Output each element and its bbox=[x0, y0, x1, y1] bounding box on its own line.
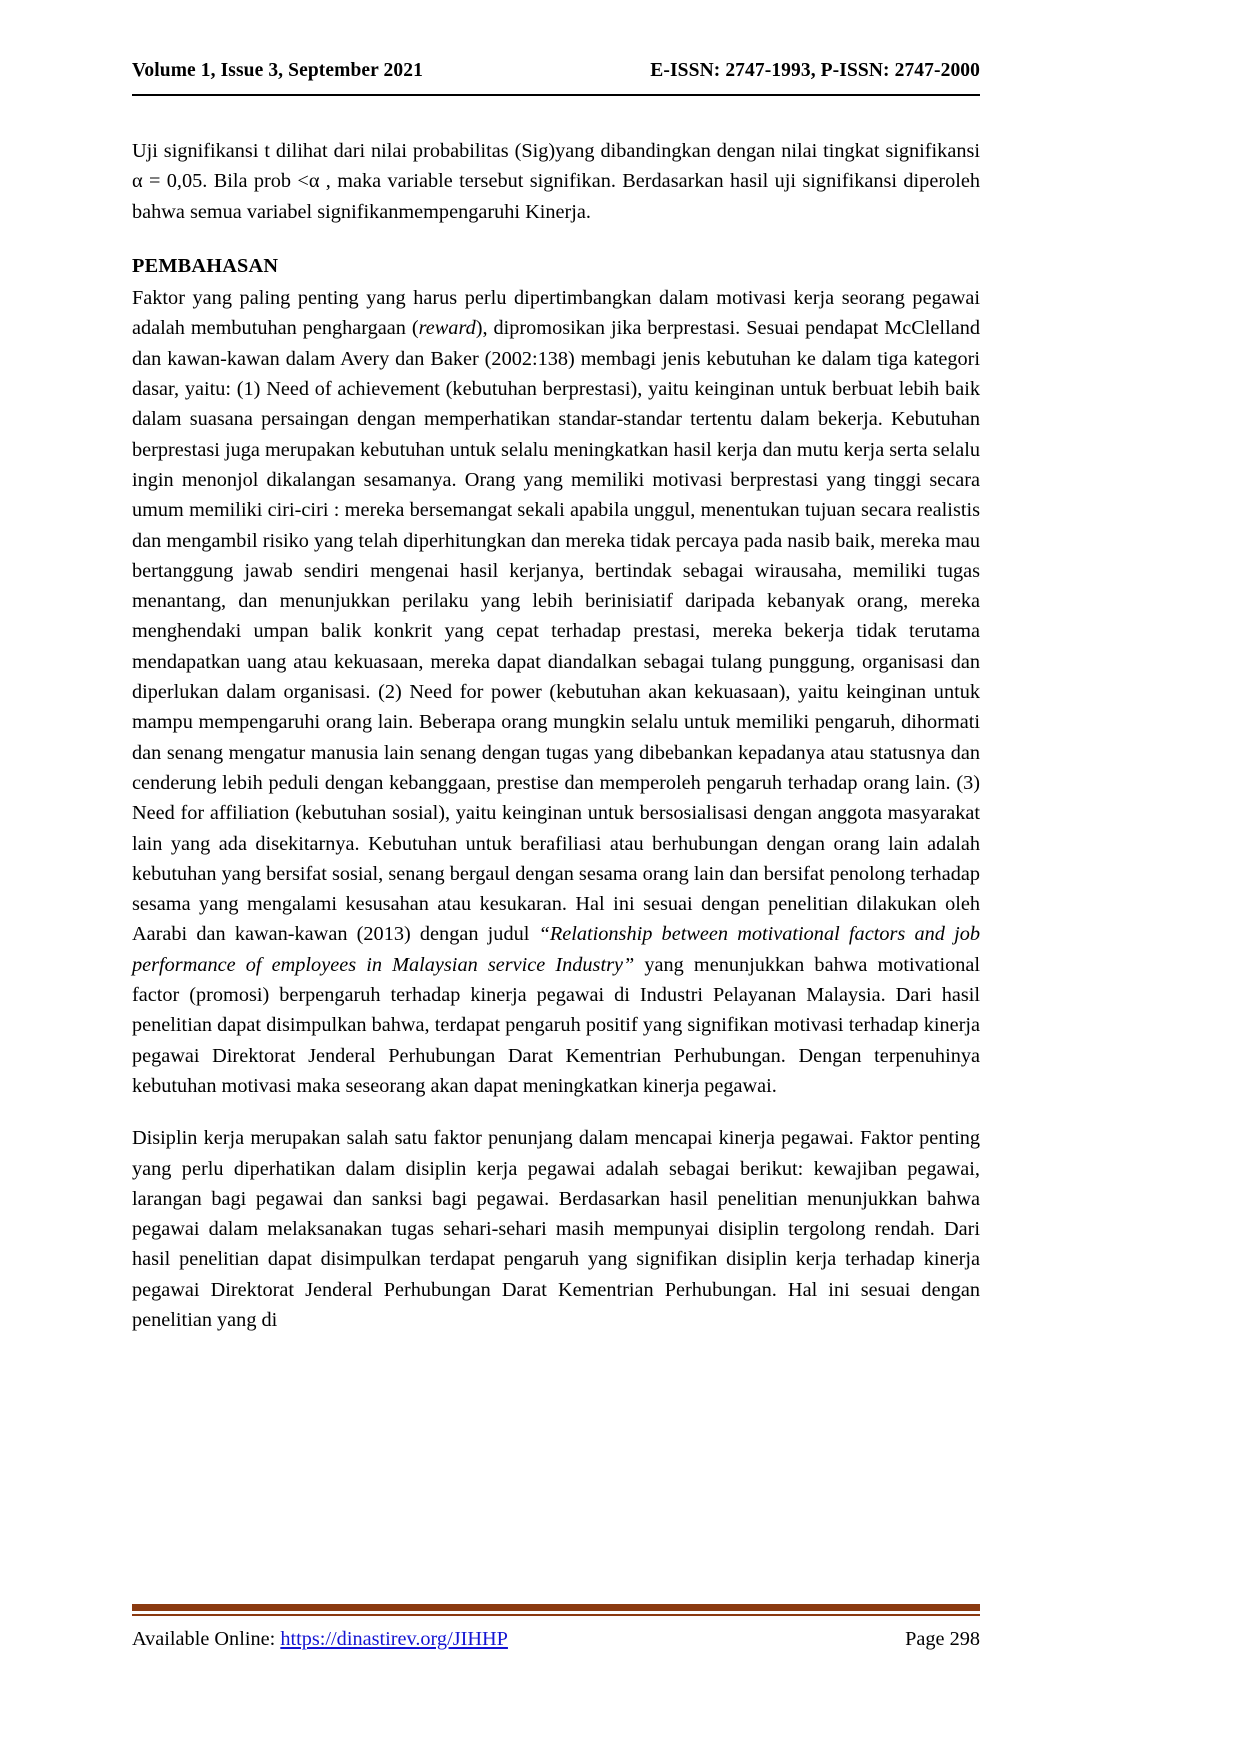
running-head-volume-issue: Volume 1, Issue 3, September 2021 bbox=[132, 60, 423, 81]
footer-available-label: Available Online: bbox=[132, 1628, 276, 1650]
footer-rule-thick bbox=[132, 1604, 980, 1611]
running-head-issn: E-ISSN: 2747-1993, P-ISSN: 2747-2000 bbox=[650, 60, 980, 81]
footer-rule-thin bbox=[132, 1614, 980, 1616]
discussion-italic-article-title: “Relationship between motivational factors and job performance of employees in Malaysian service Industry” bbox=[132, 923, 980, 976]
discussion-text-part-2: ), dipromosikan jika berprestasi. Sesuai pendapat McClelland dan kawan-kawan dalam Avery dan Baker (2002:138) membagi jenis kebutuhan ke dalam tiga kategori dasar, yaitu: (1) Need of achievement (kebutuhan berprestasi), yaitu keinginan untuk berbuat lebih baik dalam suasana persaingan dengan memperhatikan standar-standar tertentu dalam bekerja. Kebutuhan berprestasi juga merupakan kebutuhan untuk selalu meningkatkan hasil kerja dan mutu kerja serta selalu ingin menonjol dikalangan sesamanya. Orang yang memiliki motivasi berprestasi yang tinggi secara umum memiliki ciri-ciri : mereka bersemangat sekali apabila unggul, menentukan tujuan secara realistis dan mengambil risiko yang telah diperhitungkan dan mereka tidak percaya pada nasib baik, mereka mau bertanggung jawab sendiri mengenai hasil kerjanya, bertindak sebagai wirausaha, memiliki tugas menantang, dan menunjukkan perilaku yang lebih berinisiatif daripada kebanyak orang, mereka menghendaki umpan balik konkrit yang cepat terhadap prestasi, mereka bekerja tidak terutama mendapatkan uang atau kekuasaan, mereka dapat diandalkan sebagai tulang punggung, organisasi dan diperlukan dalam organisasi. (2) Need for power (kebutuhan akan kekuasaan), yaitu keinginan untuk mampu mempengaruhi orang lain. Beberapa orang mungkin selalu untuk memiliki pengaruh, dihormati dan senang mengatur manusia lain senang dengan tugas yang dibebankan kepadanya atau statusnya dan cenderung lebih peduli dengan kebanggaan, prestise dan memperoleh pengaruh terhadap orang lain. (3) Need for affiliation (kebutuhan sosial), yaitu keinginan untuk bersosialisasi dengan anggota masyarakat lain yang ada disekitarnya. Kebutuhan untuk berafiliasi atau berhubungan dengan orang lain adalah kebutuhan yang bersifat sosial, senang bergaul dengan sesama orang lain dan bersifat penolong terhadap sesama yang mengalami kesusahan atau kesukaran. Hal ini sesuai dengan penelitian dilakukan oleh Aarabi dan kawan-kawan (2013) dengan judul bbox=[132, 317, 980, 946]
footer-journal-link[interactable]: https://dinastirev.org/JIHHP bbox=[280, 1628, 508, 1650]
running-head bbox=[132, 60, 980, 82]
discussion-text-part-1: Faktor yang paling penting yang harus perlu dipertimbangkan dalam motivasi kerja seorang pegawai adalah membutuhan penghargaan ( bbox=[132, 287, 980, 340]
footer-availability bbox=[132, 1628, 508, 1651]
section-heading-pembahasan: PEMBAHASAN bbox=[132, 254, 279, 277]
page-footer bbox=[132, 1628, 980, 1651]
footer-divider-rules bbox=[132, 1604, 980, 1616]
discussion-paragraph bbox=[132, 283, 980, 1101]
discussion-text-part-3: yang menunjukkan bahwa motivational factor (promosi) berpengaruh terhadap kinerja pegawai di Industri Pelayanan Malaysia. Dari hasil penelitian dapat disimpulkan bahwa, terdapat pengaruh positif yang signifikan motivasi terhadap kinerja pegawai Direktorat Jenderal Perhubungan Darat Kementrian Perhubungan. Dengan terpenuhinya kebutuhan motivasi maka seseorang akan dapat meningkatkan kinerja pegawai. bbox=[132, 953, 980, 1097]
page-content bbox=[132, 136, 980, 1335]
footer-page-number: Page 298 bbox=[905, 1628, 980, 1650]
discussion-italic-reward: reward bbox=[418, 317, 476, 340]
discipline-paragraph: Disiplin kerja merupakan salah satu faktor penunjang dalam mencapai kinerja pegawai. Faktor penting yang perlu diperhatikan dalam disiplin kerja pegawai adalah sebagai berikut: kewajiban pegawai, larangan bagi pegawai dan sanksi bagi pegawai. Berdasarkan hasil penelitian menunjukkan bahwa pegawai dalam melaksanakan tugas sehari-sehari masih mempunyai disiplin tergolong rendah. Dari hasil penelitian dapat disimpulkan terdapat pengaruh yang signifikan disiplin kerja terhadap kinerja pegawai Direktorat Jenderal Perhubungan Darat Kementrian Perhubungan. Hal ini sesuai dengan penelitian yang di bbox=[132, 1127, 980, 1331]
intro-paragraph: Uji signifikansi t dilihat dari nilai probabilitas (Sig)yang dibandingkan dengan nilai tingkat signifikansi α = 0,05. Bila prob <α , maka variable tersebut signifikan. Berdasarkan hasil uji signifikansi diperoleh bahwa semua variabel signifikanmempengaruhi Kinerja. bbox=[132, 140, 980, 223]
header-divider-rule bbox=[132, 94, 980, 96]
